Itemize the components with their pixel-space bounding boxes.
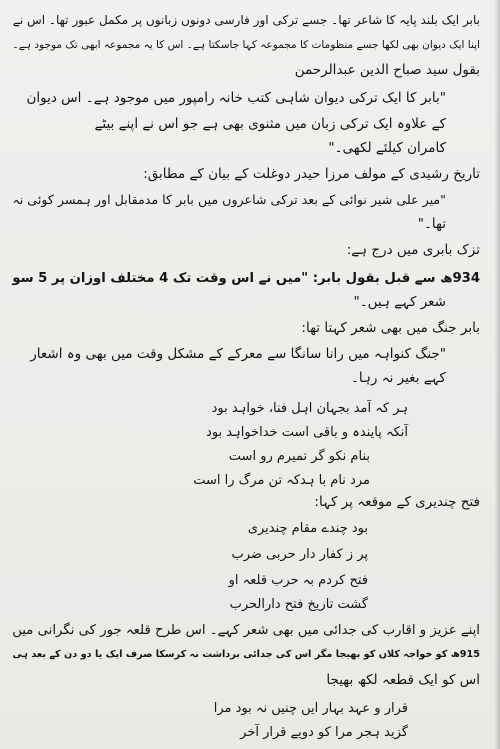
quote-line: کامران کیلئے لکھی۔" xyxy=(328,140,446,156)
verse-line: مرد نام با ہدکہ تن مرگ را است xyxy=(193,473,370,488)
paragraph-line: بابر جنگ میں بھی شعر کہتا تھا: xyxy=(301,320,480,336)
quote-line: "میر علی شیر نوائی کے بعد ترکی شاعروں میں بابر کا مدمقابل اور ہمسر کوئی نہ xyxy=(12,192,446,207)
verse-line: قرار و عہد بہار ایں چنیں نہ بود مرا xyxy=(213,701,408,716)
paragraph-line: اس کو ایک قطعہ لکھ بھیجا xyxy=(326,672,480,688)
paragraph-line: 915ھ کو خواجہ کلاں کو بھیجا مگر اس کی جدائی برداشت نہ کرسکا صرف ایک یا دو دن کے بعد ہی xyxy=(12,649,480,660)
verse-line: فتح کردم بہ حرب قلعہ او xyxy=(228,573,368,588)
quote-line: تھا۔" xyxy=(417,216,446,232)
paragraph-line: اپنا ایک دیوان بھی لکھا جسے منظومات کا مجموعہ کہا جاسکتا ہے۔ اس کا یہ مجموعہ ابھی تک موجود ہے۔ xyxy=(12,39,480,51)
quote-line: "جنگ کنواہہ میں رانا سانگا سے معرکے کے مشکل وقت میں بھی وہ اشعار xyxy=(30,346,446,362)
paragraph-line: تزک بابری میں درج ہے: xyxy=(346,242,480,258)
quote-line: "بابر کا ایک ترکی دیوان شاہی کتب خانہ رامپور میں موجود ہے۔ اس دیوان xyxy=(26,90,446,106)
paragraph-line: بقول سید صباح الدین عبدالرحمن xyxy=(294,62,480,78)
paragraph-line: اپنے عزیز و اقارب کی جدائی میں بھی شعر کہے۔ اس طرح قلعہ جور کی نگرانی میں xyxy=(12,623,480,638)
paragraph-line: بابر ایک بلند پایہ کا شاعر تھا۔ جسے ترکی اور فارسی دونوں زبانوں پر مکمل عبور تھا۔ اس نے xyxy=(12,13,480,27)
paragraph-line: شعر کہے ہیں۔" xyxy=(353,294,446,310)
quote-line: کہے بغیر نہ رہا۔ xyxy=(350,370,446,386)
verse-line: گشت تاریخ فتح دارالحرب xyxy=(229,597,368,612)
paragraph-line: تاریخ رشیدی کے مولف مرزا حیدر دوغلت کے بیان کے مطابق: xyxy=(143,166,480,182)
verse-line: ہر کہ آمد بجہان اہل فنا، خواہد بود xyxy=(211,401,408,416)
paragraph-line: 934ھ سے قبل بقول بابر: "میں نے اس وقت تک 4 مختلف اوزان پر 5 سو xyxy=(12,271,480,286)
verse-line: بود چندے مقام چندیری xyxy=(247,521,368,536)
verse-line: آنکہ پایندہ و باقی است خداخواہد بود xyxy=(206,425,408,440)
verse-line: گزید ہجر مرا کو دویے قرار آخر xyxy=(240,725,408,740)
quote-line: کے علاوہ ایک ترکی زبان میں مثنوی بھی ہے جو اس نے اپنے بیٹے xyxy=(94,116,446,132)
verse-line: بنام نکو گر تمیرم رو است xyxy=(228,449,370,464)
verse-line: پر ز کفار دار حربی ضرب xyxy=(231,547,368,562)
paragraph-line: فتح چندیری کے موقعہ پر کہا: xyxy=(314,494,480,510)
page-edge-shadow xyxy=(494,0,500,749)
